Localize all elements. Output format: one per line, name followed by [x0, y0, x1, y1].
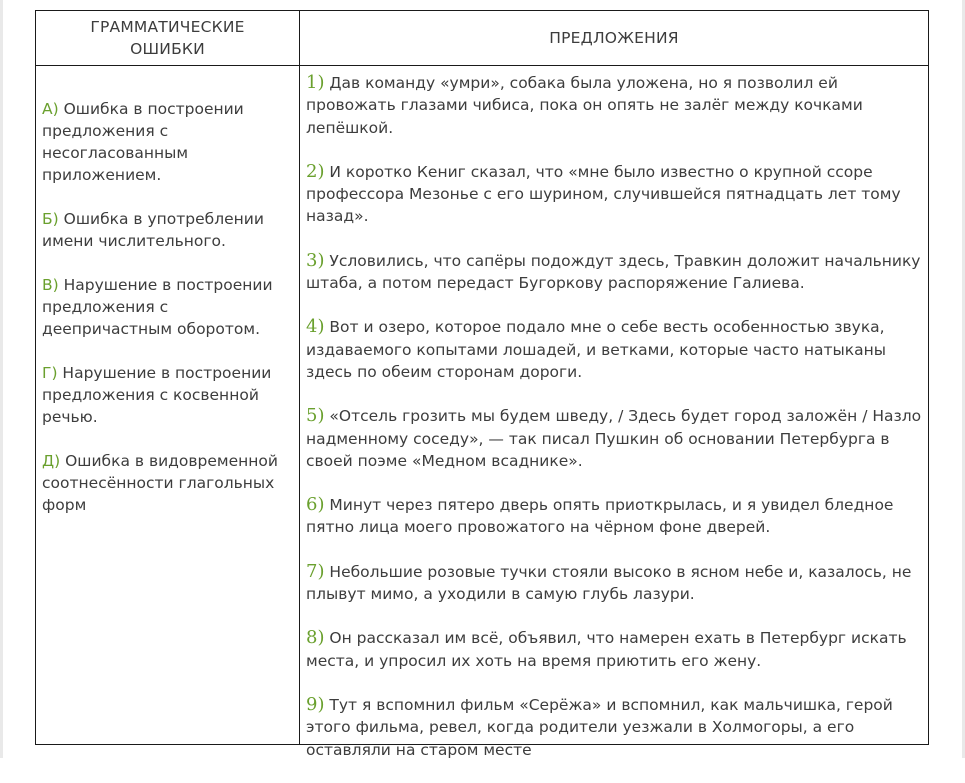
sentence-text: Дав команду «умри», собака была уложена, но я позволил ей провожать глазами чибиса, пока он опять не залёг между кочками лепёшкой.: [306, 74, 863, 137]
sentence-text: Он рассказал им всё, объявил, что намерен ехать в Петербург искать места, и упросил их хоть на время приютить его жену.: [306, 629, 907, 670]
sentence-number: 2): [306, 160, 325, 182]
error-text: Нарушение в построении предложения с деепричастным оборотом.: [42, 276, 273, 338]
sentence-number: 4): [306, 316, 325, 338]
sentence-number: 8): [306, 627, 325, 649]
sentence-item: [306, 494, 922, 539]
sentence-number: 5): [306, 405, 325, 427]
sentence-item: [306, 316, 922, 383]
column-divider: [299, 11, 300, 744]
sentence-number: 6): [306, 494, 325, 516]
sentence-item: [306, 161, 922, 228]
errors-column: [42, 98, 294, 538]
header-sentences-label: ПРЕДЛОЖЕНИЯ: [549, 29, 679, 47]
matching-table: [35, 10, 929, 759]
sentence-item: [306, 627, 922, 672]
error-letter: Б): [42, 210, 59, 228]
header-errors-label: ГРАММАТИЧЕСКИЕ ОШИБКИ: [90, 18, 245, 58]
sentence-item: [306, 561, 922, 606]
sentence-item: [306, 694, 922, 761]
header-sentences: [300, 11, 928, 65]
sentence-text: Условились, что сапёры подождут здесь, Травкин доложит начальнику штаба, а потом передаст Бугоркову распоряжение Галиева.: [306, 251, 921, 293]
error-item: [42, 450, 294, 516]
sentence-number: 1): [306, 72, 325, 93]
error-item: [42, 274, 294, 340]
error-item: [42, 362, 294, 428]
sentence-item: [306, 405, 922, 472]
error-letter: Г): [42, 364, 58, 382]
error-letter: Д): [42, 452, 61, 470]
page-frame-left: [0, 0, 3, 758]
error-text: Ошибка в построении предложения с несогласованным приложением.: [42, 100, 244, 184]
sentence-text: «Отсель грозить мы будем шведу, / Здесь будет город заложён / Назло надменному соседу», — так писал Пушкин об основании Петербурга в своей поэме «Медном всаднике».: [306, 407, 922, 470]
sentence-number: 3): [306, 249, 325, 271]
sentence-text: Вот и озеро, которое подало мне о себе весть особенностью звука, издаваемого копытами лошадей, и ветками, которые часто натыканы здесь по обеим сторонам дороги.: [306, 318, 886, 381]
error-text: Ошибка в видовременной соотнесённости глагольных форм: [42, 452, 278, 514]
table-header-row: [36, 11, 928, 66]
sentences-column: [306, 72, 922, 783]
sentence-text: И коротко Кениг сказал, что «мне было известно о крупной ссоре профессора Мезонье с его шурином, случившейся пятнадцать лет тому назад».: [306, 162, 901, 226]
sentence-item: [306, 250, 922, 295]
sentence-text: Минут через пятеро дверь опять приоткрылась, и я увидел бледное пятно лица моего провожатого на чёрном фоне дверей.: [306, 496, 894, 537]
sentence-number: 9): [306, 693, 325, 715]
error-text: Нарушение в построении предложения с косвенной речью.: [42, 364, 272, 426]
sentence-text: Тут я вспомнил фильм «Серёжа» и вспомнил, как мальчишка, герой этого фильма, ревел, когда родители уезжали в Холмогоры, а его оставляли на старом месте: [306, 695, 893, 759]
sentence-item: [306, 72, 922, 139]
sentence-text: Небольшие розовые тучки стояли высоко в ясном небе и, казалось, не плывут мимо, а уходили в самую глубь лазури.: [306, 562, 912, 604]
error-item: [42, 208, 294, 252]
error-item: [42, 98, 294, 186]
error-letter: А): [42, 100, 59, 118]
sentence-number: 7): [306, 560, 325, 582]
error-letter: В): [42, 276, 59, 294]
error-text: Ошибка в употреблении имени числительного.: [42, 210, 264, 250]
header-errors: [36, 11, 299, 65]
